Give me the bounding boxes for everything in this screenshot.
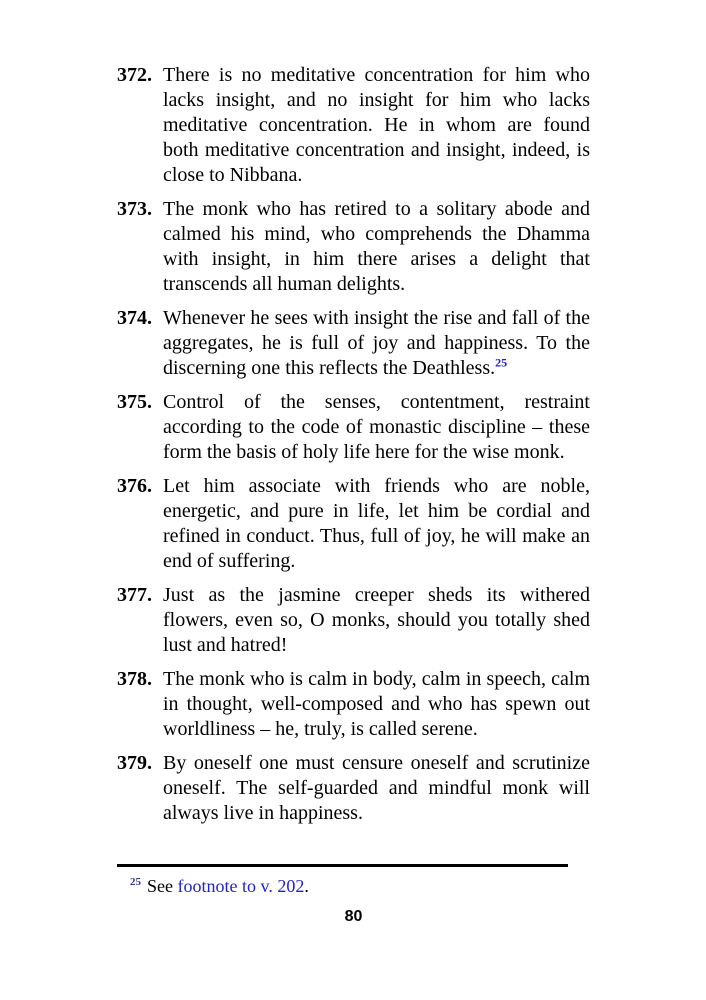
verse-text: Just as the jasmine creeper sheds its withered flowers, even so, O monks, should you totally shed lust and hatred! [163,584,590,656]
verse-number: 374. [117,307,152,329]
verse-text: By oneself one must censure oneself and scrutinize oneself. The self-guarded and mindful monk will always live in happiness. [163,752,590,824]
verse-379 [117,751,590,826]
verse-text: There is no meditative concentration for him who lacks insight, and no insight for him who lacks meditative concentration. He in whom are found both meditative concentration and insight, indeed, is close to Nibbana. [163,64,590,186]
footnote [130,874,590,898]
verse-text: Control of the senses, contentment, restraint according to the code of monastic discipline – these form the basis of holy life here for the wise monk. [163,391,590,463]
verse-number: 376. [117,475,152,497]
verse-374 [117,306,590,381]
verse-text: The monk who is calm in body, calm in speech, calm in thought, well-composed and who has spewn out worldliness – he, truly, is called serene. [163,668,590,740]
verse-377 [117,583,590,658]
verse-373 [117,197,590,297]
verse-number: 372. [117,64,152,86]
verse-372 [117,63,590,188]
verse-number: 378. [117,668,152,690]
verse-376 [117,474,590,574]
verse-375 [117,390,590,465]
footnote-divider [117,864,568,867]
verse-378 [117,667,590,742]
verse-number: 379. [117,752,152,774]
verse-text: Let him associate with friends who are noble, energetic, and pure in life, let him be cordial and refined in conduct. Thus, full of joy, he will make an end of suffering. [163,475,590,572]
verse-text: The monk who has retired to a solitary abode and calmed his mind, who comprehends the Dhamma with insight, in him there arises a delight that transcends all human delights. [163,198,590,295]
footnote-marker: 25 [130,876,141,888]
footnote-period: . [304,876,309,896]
page-number: 80 [344,908,363,925]
footnote-text: See [147,876,173,896]
verse-number: 373. [117,198,152,220]
verse-number: 377. [117,584,152,606]
verse-number: 375. [117,391,152,413]
footnote-link[interactable]: footnote to v. 202 [177,876,305,896]
verse-text: Whenever he sees with insight the rise and fall of the aggregates, he is full of joy and happiness. To the discerning one this reflects the Deathless. [163,307,590,379]
footnote-ref-link[interactable]: 25 [495,355,508,370]
